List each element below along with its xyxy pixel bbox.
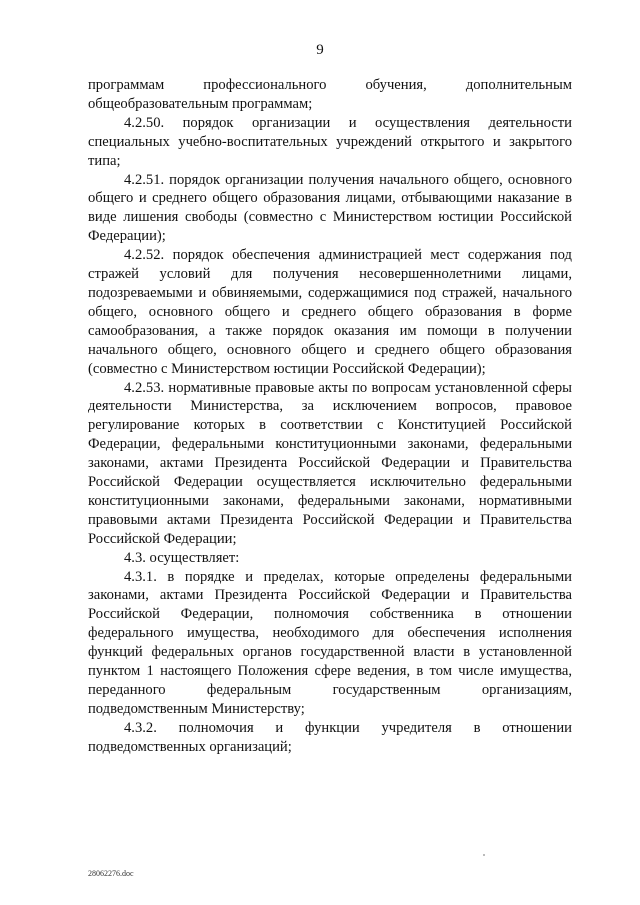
page-number: 9 bbox=[316, 42, 324, 58]
paragraph-4-3: 4.3. осуществляет: bbox=[124, 549, 240, 566]
paragraph-4-2-51: 4.2.51. порядок организации получения начального общего, основного общего и среднего общего образования лицами, отбывающими наказание в виде лишения свободы (совместно с Министерством юстиции Российской Федерации); bbox=[88, 171, 572, 245]
document-body bbox=[88, 76, 572, 757]
paragraph-4-2-50: 4.2.50. порядок организации и осуществления деятельности специальных учебно-воспитательных учреждений открытого и закрытого типа; bbox=[88, 114, 572, 169]
paragraph-4-3-1: 4.3.1. в порядке и пределах, которые определены федеральными законами, актами Президента Российской Федерации и Правительства Российской Федерации, полномочия собственника в отношении федерального имущества, необходимого для обеспечения исполнения функций федеральных органов государственной власти в установленной пунктом 1 настоящего Положения сфере ведения, в том числе имущества, переданного федеральным государственным организациям, подведомственным Министерству; bbox=[88, 568, 572, 717]
scan-dot-mark bbox=[483, 854, 485, 856]
paragraph-continuation: программам профессионального обучения, дополнительным общеобразовательным программам; bbox=[88, 77, 572, 112]
paragraph-4-3-2: 4.3.2. полномочия и функции учредителя в отношении подведомственных организаций; bbox=[88, 719, 572, 755]
paragraph-4-2-52: 4.2.52. порядок обеспечения администрацией мест содержания под стражей условий для получения несовершеннолетними лицами, подозреваемыми и обвиняемыми, содержащимися под стражей, начального общего, основного общего и среднего общего образования в форме самообразования, а также порядок оказания им помощи в получении начального общего, основного общего и среднего общего образования (совместно с Министерством юстиции Российской Федерации); bbox=[88, 247, 572, 377]
paragraph-4-2-53: 4.2.53. нормативные правовые акты по вопросам установленной сферы деятельности Министерства, за исключением вопросов, правовое регулирование которых в соответствии с Конституцией Российской Федерации, федеральными конституционными законами, федеральными законами, актами Президента Российской Федерации и Правительства Российской Федерации осуществляется исключительно федеральными конституционными законами, федеральными законами, нормативными правовыми актами Президента Российской Федерации и Правительства Российской Федерации; bbox=[88, 379, 572, 547]
document-footer-filename: 28062276.doc bbox=[88, 869, 134, 878]
